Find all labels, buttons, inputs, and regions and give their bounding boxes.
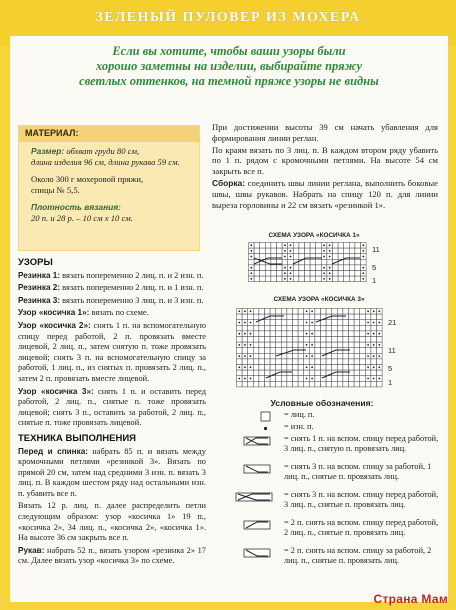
legend-text: = изн. п. [284, 422, 314, 431]
scheme1-grid [248, 242, 368, 284]
scheme1-row-label: 11 [372, 245, 380, 254]
tip-line: хорошо заметны на изделии, выбирайте пряжу [95, 59, 363, 73]
technique-paragraph [18, 447, 206, 500]
pattern-label: Узор «косичка 1»: [18, 308, 90, 318]
pattern-text: снять 1 п. и оставить перед работой, 2 лиц. п., снятые п. тоже провязать лицевой; снять 3 п., оставить за работой, 2 лиц. п., снятые п. тоже провязать лицевой. [18, 386, 206, 428]
pattern-item [18, 271, 206, 282]
material-heading: МАТЕРИАЛ: [19, 126, 199, 142]
technique-label: Перед и спинка: [18, 446, 89, 456]
pattern-text: вязать попеременно 2 лиц. п. и 1 изн. п. [60, 283, 204, 293]
assembly-text: соединить швы линии реглана, выполнить боковые швы, швы рукавов. Набрать на спицу 120 п. для линии выреза горловины и 22 см вязать «резинкой 1». [212, 177, 438, 210]
pattern-item [18, 321, 206, 385]
technique-label: Рукав: [18, 545, 45, 555]
scheme3-grid [236, 308, 384, 390]
assembly-label: Сборка: [212, 177, 245, 188]
scheme3-row-label: 21 [388, 318, 397, 327]
tip-text [10, 44, 448, 89]
cable-front-2-2-icon [212, 518, 282, 532]
legend-title: Условные обозначения: [270, 398, 374, 408]
legend-text: = 2 п. снять на вспом. спицу за работой, 2 лиц. п., снятые п. провязать лиц. [284, 546, 432, 565]
legend-text: = 2 п. снять на вспом. спицу перед работой, 2 лиц. п., снятые п. провязать лиц. [284, 518, 439, 537]
pattern-label: Узор «косичка 3»: [18, 386, 94, 396]
technique-text: набрать 85 п. и вязать между кромочными петлями «резинкой 3». Вязать по прямой 20 см, затем над средними 3 изн. п. вязать 3 лиц. п. В каждом шестом ряду над остальными изн. п. убавить все п. [18, 446, 206, 498]
pattern-item [18, 387, 206, 429]
technique-text: набрать 52 п., вязать узором «резинка 2» 17 см. Далее вязать узор «косичка 3» по схеме. [18, 545, 206, 566]
pattern-item [18, 296, 206, 307]
scheme1-row-label: 5 [372, 263, 377, 272]
technique-heading: ТЕХНИКА ВЫПОЛНЕНИЯ [18, 432, 136, 444]
scheme1-row-label: 1 [372, 276, 377, 285]
right-paragraph: При достижении высоты 39 см начать убавления для формирования линии реглан. [212, 122, 438, 143]
patterns-heading: УЗОРЫ [18, 257, 53, 268]
pattern-item [18, 283, 206, 294]
legend-text: = снять 3 п. на вспом. спицу за работой, 1 лиц. п., снятые п. провязать лиц. [284, 462, 432, 481]
pattern-label: Резинка 1: [18, 270, 61, 280]
technique-paragraph: Вязать 12 р. лиц. п. далее распределить петли следующим образом: узор «косичка 1» 19 п., «косичка 2», 34 лиц. п., «косичка 2», «косичка 1». На высоте 36 см закрыть все п. [18, 501, 206, 543]
pattern-text: вязать по схеме. [89, 308, 149, 318]
cable-front-1-3-icon [212, 434, 282, 448]
scheme3-row-label: 1 [388, 378, 393, 387]
material-box [18, 125, 200, 251]
cable-back-2-2-icon [212, 546, 282, 560]
material-body [19, 142, 199, 224]
cable-back-3-1-icon [212, 462, 282, 476]
size-value: обхват груди 80 см, [66, 146, 140, 156]
watermark-logo: Страна Мам [373, 592, 448, 606]
scheme3-title: СХЕМА УЗОРА «КОСИЧКА 3» [273, 296, 365, 303]
right-column-text [212, 122, 438, 211]
pattern-item [18, 308, 206, 319]
pattern-label: Резинка 3: [18, 295, 61, 305]
tip-line: светлых оттенков, на темной пряже узоры не видны [79, 74, 379, 88]
yarn-line: спицы № 5,5. [31, 185, 80, 195]
density-label: Плотность вязания: [31, 202, 121, 212]
pattern-text: снять 1 п. на вспомогательную спицу перед работой, 2 п. провязать вместе лицевой, 2 лиц. п., затем снятую п. тоже провязать лицевой; снять 3 п. на вспомогательную спицу за работой, 1 лиц. п., из снятых п. провязать 2 лиц. п., затем 2 п. провязать вместе лицевой. [18, 320, 206, 383]
left-column [18, 258, 206, 569]
yarn-line: Около 300 г мохеровой пряжи, [31, 174, 144, 184]
legend-text: = снять 1 п. на вспом. спицу перед работой, 3 лиц. п., снятую п. провязать лиц. [284, 434, 439, 453]
pattern-text: вязать попеременно 3 лиц. п. и 3 изн. п. [60, 295, 204, 305]
size-label: Размер: [31, 146, 65, 156]
tip-line: Если вы хотите, чтобы ваши узоры были [112, 44, 346, 58]
cable-front-3-3-icon [212, 490, 282, 504]
pattern-label: Узор «косичка 2»: [18, 320, 91, 330]
pattern-label: Резинка 2: [18, 283, 61, 293]
legend-text: = снять 3 п. на вспом. спицу перед работой, 3 лиц. п., снятые п. провязать лиц. [284, 490, 439, 509]
scheme3-row-label: 11 [388, 346, 396, 355]
technique-paragraph [18, 546, 206, 567]
page-title: ЗЕЛЕНЫЙ ПУЛОВЕР ИЗ МОХЕРА [95, 10, 361, 25]
right-paragraph [212, 178, 438, 210]
scheme3-row-label: 5 [388, 364, 393, 373]
density-value: 20 п. и 28 р. – 10 см х 10 см. [31, 213, 133, 223]
scheme1-title: СХЕМА УЗОРА «КОСИЧКА 1» [268, 232, 360, 239]
legend-text: = лиц. п. [284, 410, 315, 419]
right-paragraph: По краям вязать по 3 лиц. п. В каждом втором ряду убавить по 1 п. рядом с кромочными петлями. На высоте 54 см закрыть все п. [212, 144, 438, 177]
size-line2: длина изделия 96 см, длина рукава 59 см. [31, 157, 180, 167]
pattern-text: вязать попеременно 2 лиц. п. и 2 изн. п. [60, 270, 204, 280]
